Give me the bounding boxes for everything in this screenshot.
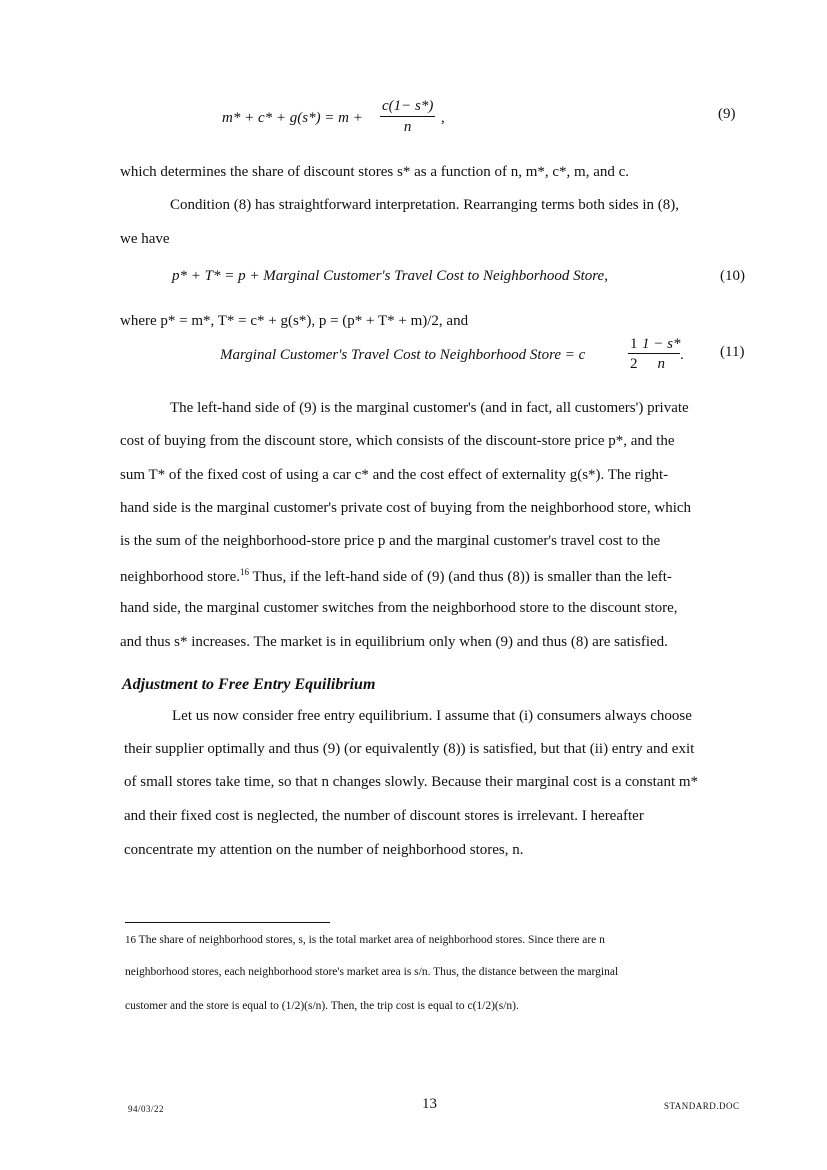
footnote-line-3: customer and the store is equal to (1/2)(s/n). Then, the trip cost is equal to c(1/2)(s/n).: [125, 1000, 519, 1012]
footnote-line-1: [125, 934, 605, 946]
paragraph-2-line-3: of small stores take time, so that n changes slowly. Because their marginal cost is a constant m*: [124, 774, 699, 790]
paragraph-2-line-2: their supplier optimally and thus (9) (or equivalently (8)) is satisfied, but that (ii) entry and exit: [124, 741, 695, 757]
paragraph-1-line-1: The left-hand side of (9) is the marginal customer's (and in fact, all customers') private: [170, 400, 689, 416]
equation-11-trail: .: [680, 347, 684, 363]
equation-11-frac1-den: 2: [630, 356, 638, 372]
paragraph-1-line-8: and thus s* increases. The market is in equilibrium only when (9) and thus (8) are satisfied.: [120, 634, 668, 650]
paragraph-1-line-3: sum T* of the fixed cost of using a car c* and the cost effect of externality g(s*). The right-: [120, 467, 669, 483]
footer-filename: STANDARD.DOC: [664, 1101, 740, 1111]
paragraph-1-line-5: is the sum of the neighborhood-store price p and the marginal customer's travel cost to the: [120, 533, 661, 549]
footer-date: 94/03/22: [128, 1104, 165, 1114]
body-line-2: Condition (8) has straightforward interpretation. Rearranging terms both sides in (8),: [170, 197, 680, 213]
equation-9-number: (9): [718, 106, 736, 122]
equation-11-number: (11): [720, 344, 745, 360]
footnote-marker: 16: [239, 567, 249, 577]
equation-9-denominator: n: [403, 119, 412, 135]
body-line-1: which determines the share of discount stores s* as a function of n, m*, c*, m, and c.: [120, 164, 630, 180]
page-number: 13: [422, 1096, 437, 1112]
where-line: where p* = m*, T* = c* + g(s*), p = (p* + T* + m)/2, and: [120, 313, 469, 329]
paragraph-1-line-4: hand side is the marginal customer's private cost of buying from the neighborhood store, which: [120, 500, 692, 516]
equation-11-frac1-num: 1: [630, 336, 638, 352]
equation-9-trail: ,: [441, 110, 445, 126]
equation-10: p* + T* = p + Marginal Customer's Travel Cost to Neighborhood Store,: [172, 268, 608, 284]
paragraph-1-line-7: hand side, the marginal customer switches from the neighborhood store to the discount store,: [120, 600, 678, 616]
paragraph-1-line-2: cost of buying from the discount store, which consists of the discount-store price p*, and the: [120, 433, 675, 449]
paragraph-2-line-5: concentrate my attention on the number of neighborhood stores, n.: [124, 842, 524, 858]
equation-11-fraction-bar: [628, 353, 680, 354]
paragraph-1-line-6: [120, 567, 672, 586]
equation-11-lhs: Marginal Customer's Travel Cost to Neighborhood Store = c: [220, 347, 586, 363]
equation-9-fraction: [380, 98, 435, 136]
section-heading: Adjustment to Free Entry Equilibrium: [122, 676, 376, 693]
equation-11-frac2-num: 1 − s*: [642, 336, 681, 352]
footnote-separator: [125, 922, 330, 923]
equation-11-frac2-den: n: [657, 356, 665, 372]
paragraph-1-line-6-head: neighborhood store.: [120, 569, 240, 585]
footnote-line-1-text: The share of neighborhood stores, s, is the total market area of neighborhood stores. Since there are n: [136, 934, 605, 946]
equation-9-numerator: c(1− s*): [380, 98, 435, 117]
equation-10-number: (10): [720, 268, 745, 284]
paragraph-1-line-6-tail: Thus, if the left-hand side of (9) (and thus (8)) is smaller than the left-: [248, 569, 672, 585]
footnote-number: 16: [125, 934, 136, 946]
body-line-3: we have: [120, 231, 170, 247]
equation-11-fraction-half: [628, 336, 640, 373]
paragraph-2-line-1: Let us now consider free entry equilibrium. I assume that (i) consumers always choose: [172, 708, 692, 724]
paragraph-2-line-4: and their fixed cost is neglected, the number of discount stores is irrelevant. I hereafter: [124, 808, 644, 824]
footnote-line-2: neighborhood stores, each neighborhood store's market area is s/n. Thus, the distance between the marginal: [125, 966, 619, 978]
equation-9-lhs: m* + c* + g(s*) = m +: [222, 110, 363, 126]
equation-11-fraction-share: [640, 336, 682, 373]
